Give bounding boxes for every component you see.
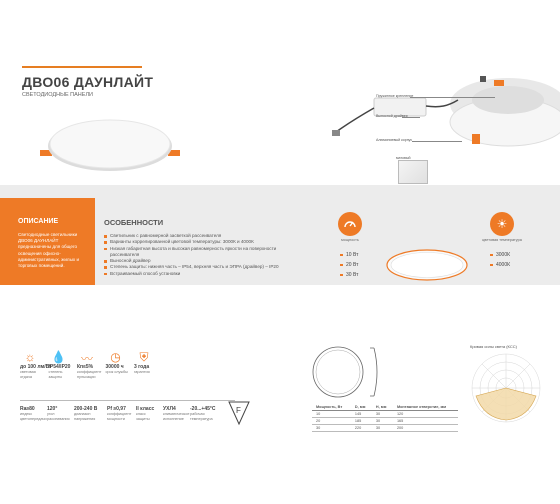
spec-divider (20, 400, 235, 401)
feature-item: Низкая габаритная высота и высокая равномерность яркости на поверхности рассеивателя (104, 246, 282, 259)
power-values (340, 250, 358, 280)
color-temp-value: 3000К (490, 250, 510, 260)
callout-driver: Выносной драйвер (376, 114, 408, 118)
color-temp-label: цветовая температура (482, 238, 522, 242)
spec-warranty: ⛨ 3 года гарантия (134, 350, 160, 379)
table-header-row: Мощность, Вт D, мм H, мм Монтажное отверстие, мм (312, 404, 458, 411)
drop-icon: 💧 (51, 350, 66, 364)
spec-lifetime: ◷ 30000 ч срок службы (105, 350, 128, 374)
callout-line-driver (402, 117, 420, 118)
spec-ripple: 〰 Кп≤5% коэффициент пульсации (77, 352, 102, 379)
power-label: мощность (341, 238, 359, 242)
spec-efficacy: ☼ до 100 лм/Вт световая отдача (20, 350, 52, 379)
callout-spring: Пружинное крепление (376, 94, 414, 98)
title-rule (22, 66, 142, 68)
shield-icon: ⛨ (139, 350, 149, 364)
clock-icon: ◷ (110, 350, 121, 364)
spec-table (20, 406, 220, 421)
spec-class: II класс класс защиты (136, 406, 155, 421)
feature-item: Встраиваемый способ установки (104, 271, 282, 277)
feature-item: Выносной драйвер (104, 258, 282, 264)
wave-icon: 〰 (80, 352, 93, 366)
dimensions-table (312, 404, 458, 432)
callout-diffuser: матовый (396, 156, 411, 160)
spec-climate: УХЛ4 климатическое исполнение (163, 406, 190, 421)
color-temp-values (490, 250, 510, 270)
spec-ip: 💧 IP54/IP20 степень защиты (48, 350, 71, 379)
panel-face (50, 120, 170, 168)
spec-angle: 120° угол рассеивания (47, 406, 70, 421)
driver-image (330, 92, 460, 152)
sun-outline-icon: ☼ (24, 350, 36, 364)
panel-side-image (384, 246, 470, 284)
kss-diagram (470, 352, 542, 424)
product-panel-image (34, 112, 184, 174)
sun-icon: ☀ (490, 212, 514, 236)
callout-housing: Алюминиевый корпус (376, 138, 413, 142)
table-row: 30 220 30 200 (312, 425, 458, 432)
features-heading: ОСОБЕННОСТИ (104, 218, 164, 227)
page-subtitle: СВЕТОДИОДНЫЕ ПАНЕЛИ (22, 92, 94, 98)
table-row: 20 185 30 165 (312, 418, 458, 425)
callout-line-spring (410, 97, 495, 98)
table-row: 10 145 30 120 (312, 411, 458, 418)
power-value: 10 Вт (340, 250, 358, 260)
svg-text:F: F (236, 406, 241, 415)
power-icon (338, 212, 362, 236)
spec-pf: Pf ≥0,97 коэффициент мощности (107, 406, 132, 421)
spec-temp: -20...+45°C рабочая температура (190, 406, 216, 421)
feature-item: Степень защиты: нижняя часть – IP54, верхняя часть и ЭПРА (драйвер) – IP20 (104, 264, 282, 270)
page-title: ДВО06 ДАУНЛАЙТ (22, 74, 154, 90)
description-text: Светодиодные светильники ДВО06 ДАУНЛАЙТ предназначены для общего освещения офисно-административных, жилых и торговых помещений. (18, 232, 80, 269)
kss-title: Кривая силы света (КСС) (470, 344, 517, 349)
spec-cri: Ra≥80 индекс цветопередачи (20, 406, 47, 421)
description-heading: ОПИСАНИЕ (18, 218, 59, 225)
diffuser-swatch (398, 160, 428, 184)
feature-item: Светильник с равномерной засветкой рассеивателя (104, 233, 282, 239)
callout-line-housing (412, 141, 462, 142)
spec-icons-row (20, 350, 160, 379)
power-value: 30 Вт (340, 270, 358, 280)
spec-voltage: 200-240 В диапазон напряжения (74, 406, 98, 421)
color-temp-value: 4000К (490, 260, 510, 270)
mount-f-icon (228, 400, 250, 426)
features-list (104, 233, 282, 277)
power-value: 20 Вт (340, 260, 358, 270)
feature-item: Варианты коррелированной цветовой температуры: 3000К и 4000К (104, 239, 282, 245)
dimension-drawing (310, 342, 392, 402)
